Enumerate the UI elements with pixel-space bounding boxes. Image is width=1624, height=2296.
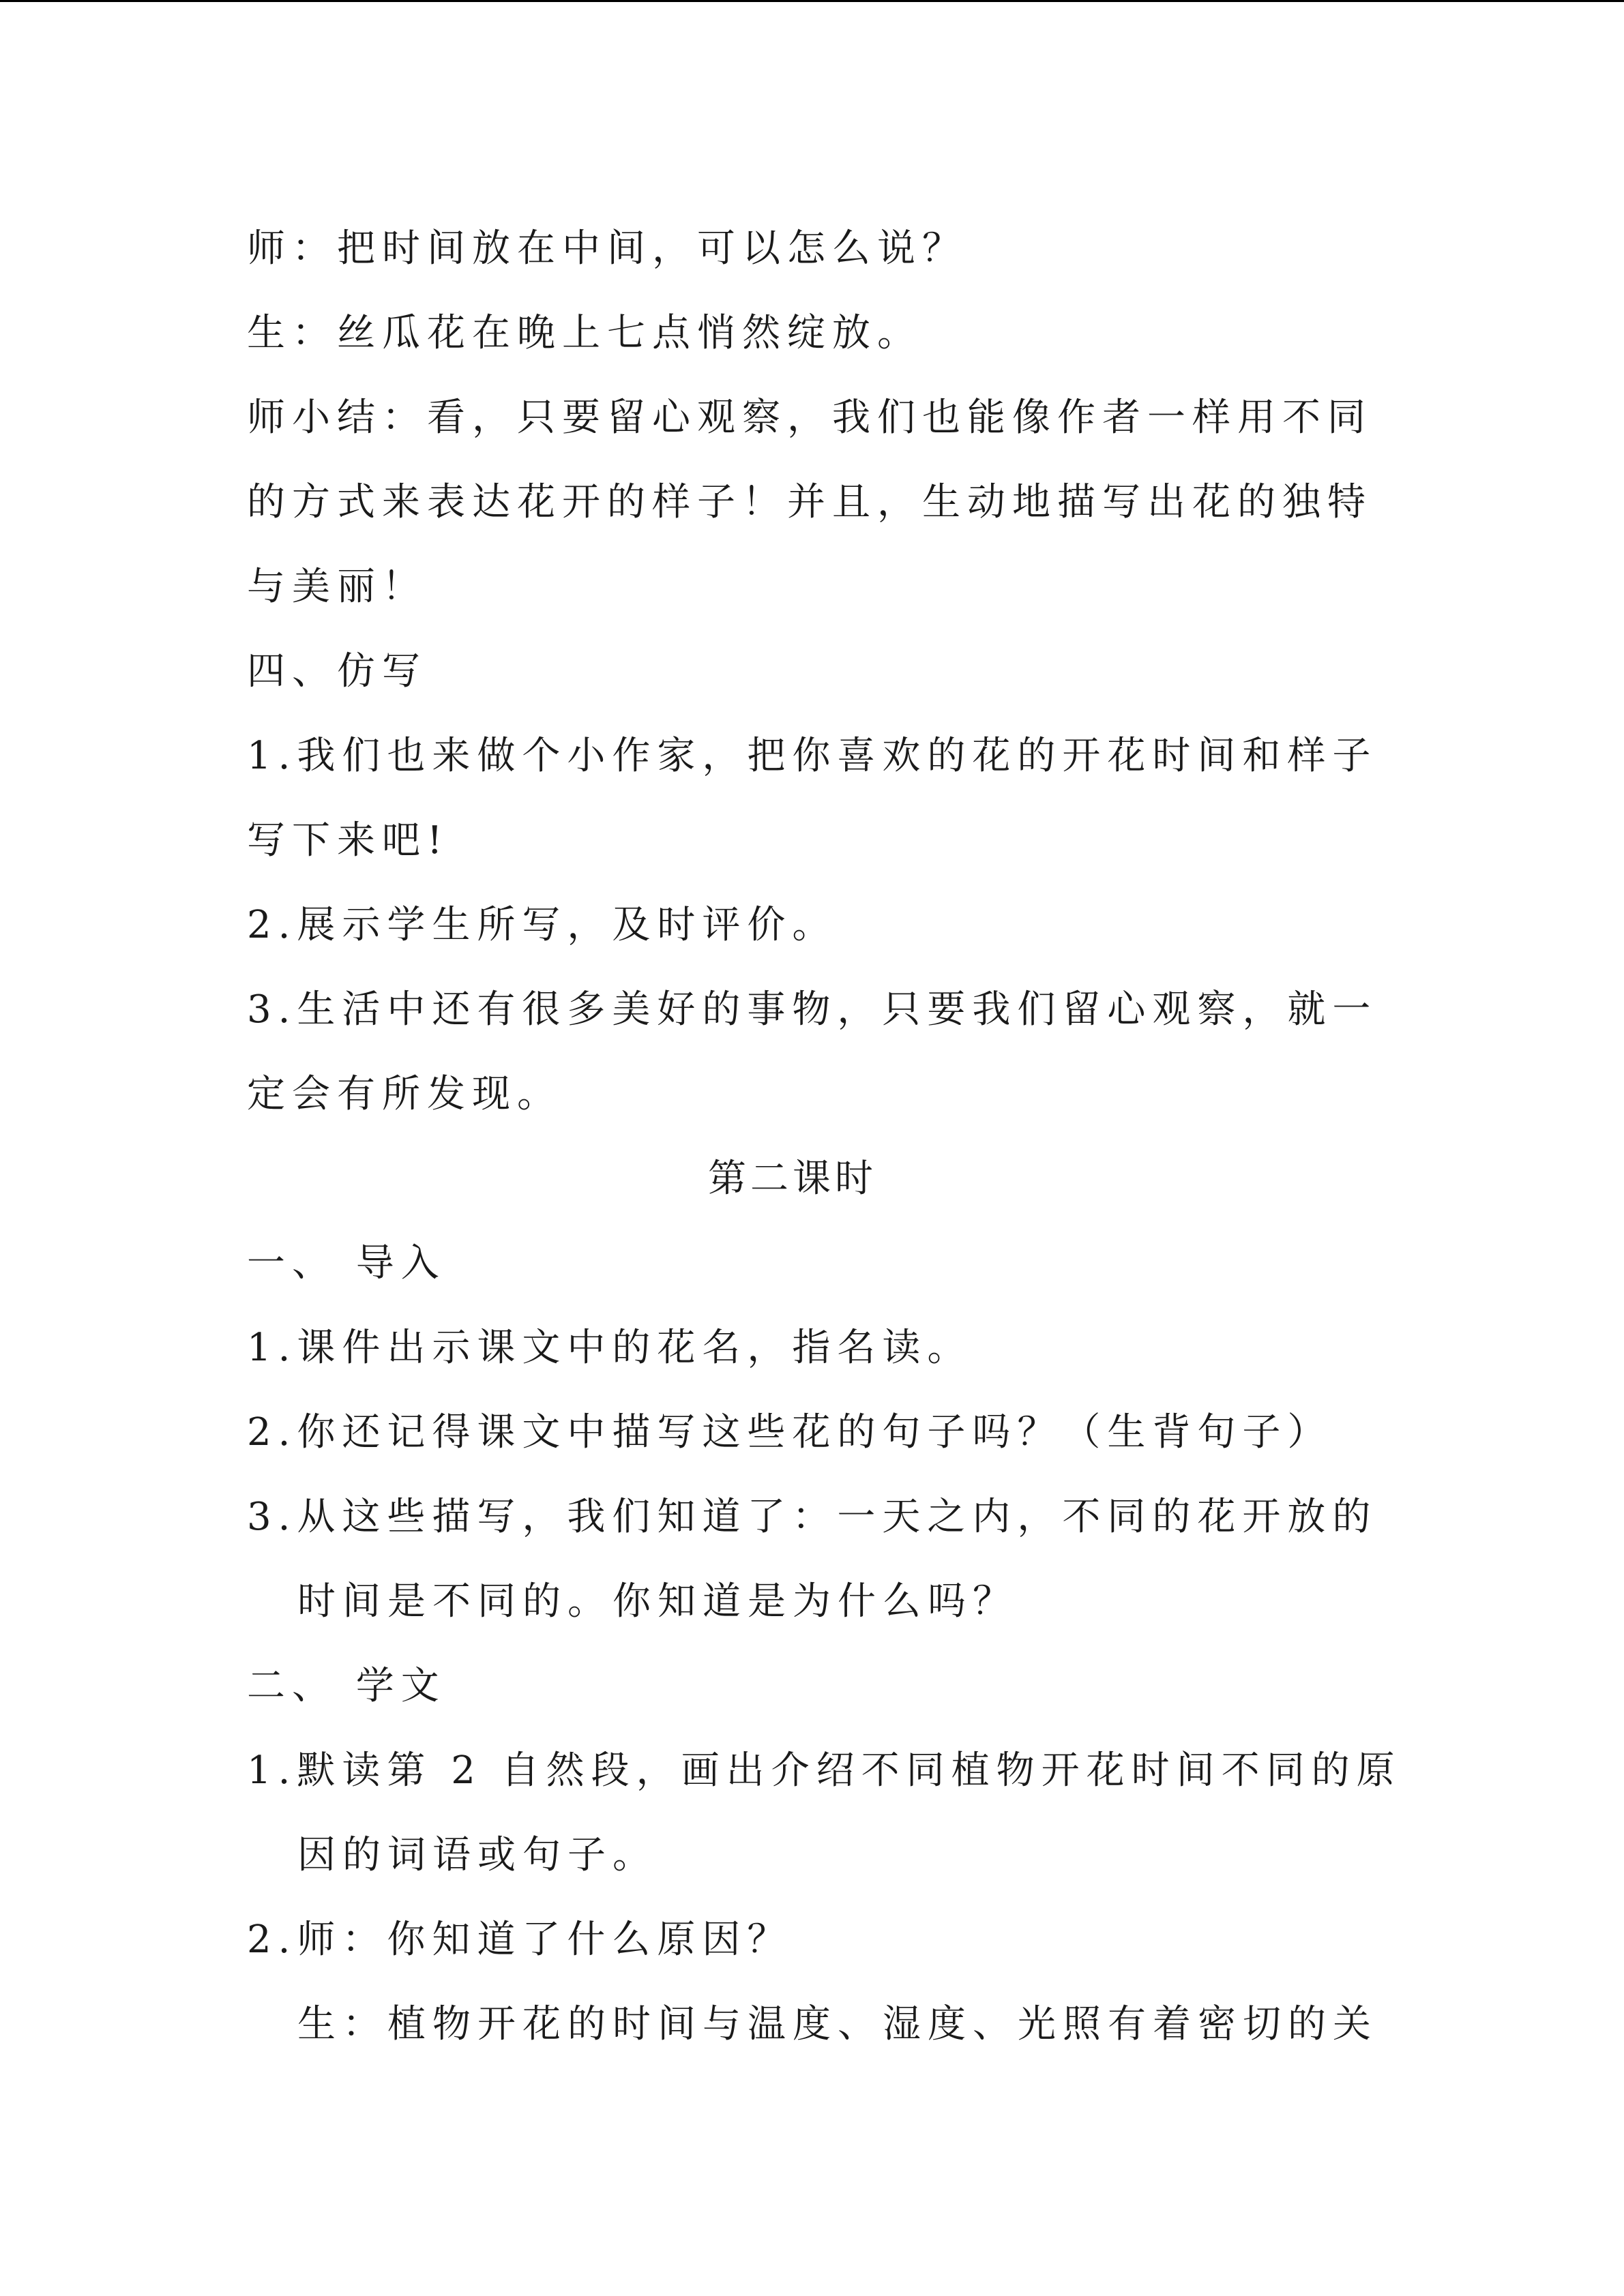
section-heading: 二、 学文 — [247, 1664, 446, 1708]
list-item-continuation: 因的词语或句子。 — [297, 1833, 658, 1877]
list-item: 3.生活中还有很多美好的事物，只要我们留心观察，就一 — [247, 987, 1378, 1032]
list-item-continuation: 时间是不同的。你知道是为什么吗？ — [297, 1579, 1018, 1624]
dialogue-line-teacher: 师：把时间放在中间，可以怎么说？ — [247, 226, 967, 271]
teacher-summary-line: 师小结：看，只要留心观察，我们也能像作者一样用不同 — [247, 396, 1372, 440]
section-heading: 一、 导入 — [247, 1241, 446, 1285]
list-item: 2.展示学生所写，及时评价。 — [247, 903, 838, 947]
document-body — [247, 207, 1402, 2067]
teacher-summary-line: 与美丽！ — [247, 565, 427, 609]
list-item: 3.从这些描写，我们知道了：一天之内，不同的花开放的 — [247, 1495, 1378, 1539]
student-answer-line: 生：植物开花的时间与温度、湿度、光照有着密切的关 — [297, 2002, 1378, 2046]
list-item: 1.我们也来做个小作家，把你喜欢的花的开花时间和样子 — [247, 734, 1378, 778]
dialogue-line-student: 生：丝瓜花在晚上七点悄然绽放。 — [247, 311, 922, 355]
list-item: 1.课件出示课文中的花名，指名读。 — [247, 1326, 973, 1370]
lesson-title: 第二课时 — [708, 1157, 877, 1201]
list-item: 1.默读第 2 自然段，画出介绍不同植物开花时间不同的原 — [247, 1748, 1402, 1793]
list-item-continuation: 定会有所发现。 — [247, 1072, 562, 1116]
list-item: 2.师：你知道了什么原因？ — [247, 1918, 793, 1962]
teacher-summary-line: 的方式来表达花开的样子！并且，生动地描写出花的独特 — [247, 480, 1372, 524]
list-item: 2.你还记得课文中描写这些花的句子吗？（生背句子） — [247, 1410, 1333, 1455]
section-heading: 四、仿写 — [247, 649, 427, 694]
page-top-border — [0, 0, 1624, 2]
list-item-continuation: 写下来吧! — [247, 818, 449, 863]
